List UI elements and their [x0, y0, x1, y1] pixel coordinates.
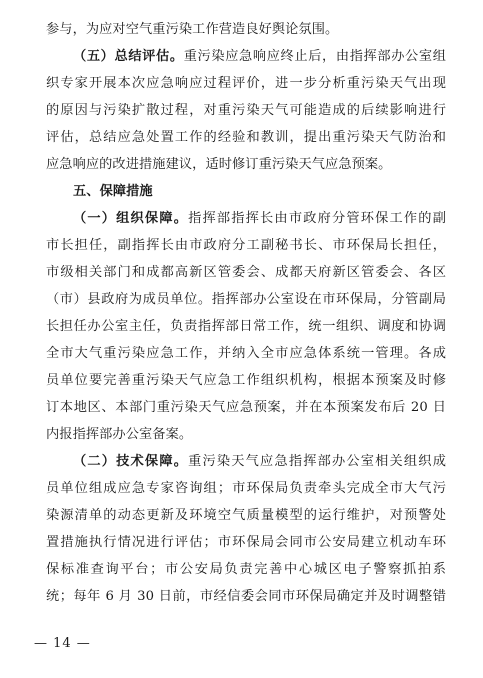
paragraph-line: 应急响应的改进措施建议，适时修订重污染天气应急预案。	[46, 157, 392, 172]
paragraph-line: 内报指挥部办公室备案。	[46, 427, 193, 442]
paragraph-line: 的原因与污染扩散过程，对重污染天气可能造成的后续影响进行	[46, 103, 446, 118]
paragraph-line: 保标准查询平台；市公安局负责完善中心城区电子警察抓拍系	[46, 562, 446, 577]
paragraph-line: 染源清单的动态更新及环境空气质量模型的运行维护，对预警处	[46, 508, 446, 523]
document-page	[46, 16, 446, 610]
paragraph-text: 指挥部指挥长由市政府分管环保工作的副	[188, 211, 446, 226]
paragraph-line: 市长担任，副指挥长由市政府分工副秘书长、市环保局长担任，	[46, 238, 446, 253]
page-number: — 14 —	[34, 636, 91, 651]
paragraph-line: 市级相关部门和成都高新区管委会、成都天府新区管委会、各区	[46, 265, 446, 280]
paragraph-line	[46, 448, 446, 475]
paragraph-line: 长担任办公室主任，负责指挥部日常工作，统一组织、调度和协调	[46, 319, 446, 334]
paragraph-lead-heading: （五）总结评估。	[73, 49, 184, 64]
paragraph-line: 评估，总结应急处置工作的经验和教训，提出重污染天气防治和	[46, 130, 446, 145]
paragraph-lead-heading: （二）技术保障。	[73, 454, 189, 469]
paragraph-line	[46, 43, 446, 70]
paragraph-text: 重污染应急响应终止后，由指挥部办公室组	[183, 49, 446, 64]
paragraph-line: 员单位要完善重污染天气应急工作组织机构，根据本预案及时修	[46, 373, 446, 388]
paragraph-text: 重污染天气应急指挥部办公室相关组织成	[188, 454, 446, 469]
paragraph-line: 全市大气重污染应急工作，并纳入全市应急体系统一管理。各成	[46, 346, 446, 361]
section-heading: 五、保障措施	[73, 184, 153, 199]
paragraph-line: 订本地区、本部门重污染天气应急预案，并在本预案发布后 20 日	[46, 400, 446, 415]
paragraph-lead-heading: （一）组织保障。	[73, 211, 189, 226]
paragraph-line: 员单位组成应急专家咨询组；市环保局负责牵头完成全市大气污	[46, 481, 446, 496]
paragraph-line: 置措施执行情况进行评估；市环保局会同市公安局建立机动车环	[46, 535, 446, 550]
paragraph-line	[46, 205, 446, 232]
paragraph-line: 参与，为应对空气重污染工作营造良好舆论氛围。	[46, 22, 339, 37]
paragraph-line: （市）县政府为成员单位。指挥部办公室设在市环保局，分管副局	[46, 292, 446, 307]
paragraph-line: 统；每年 6 月 30 日前，市经信委会同市环保局确定并及时调整错	[46, 589, 446, 604]
paragraph-line: 织专家开展本次应急响应过程评价，进一步分析重污染天气出现	[46, 76, 446, 91]
